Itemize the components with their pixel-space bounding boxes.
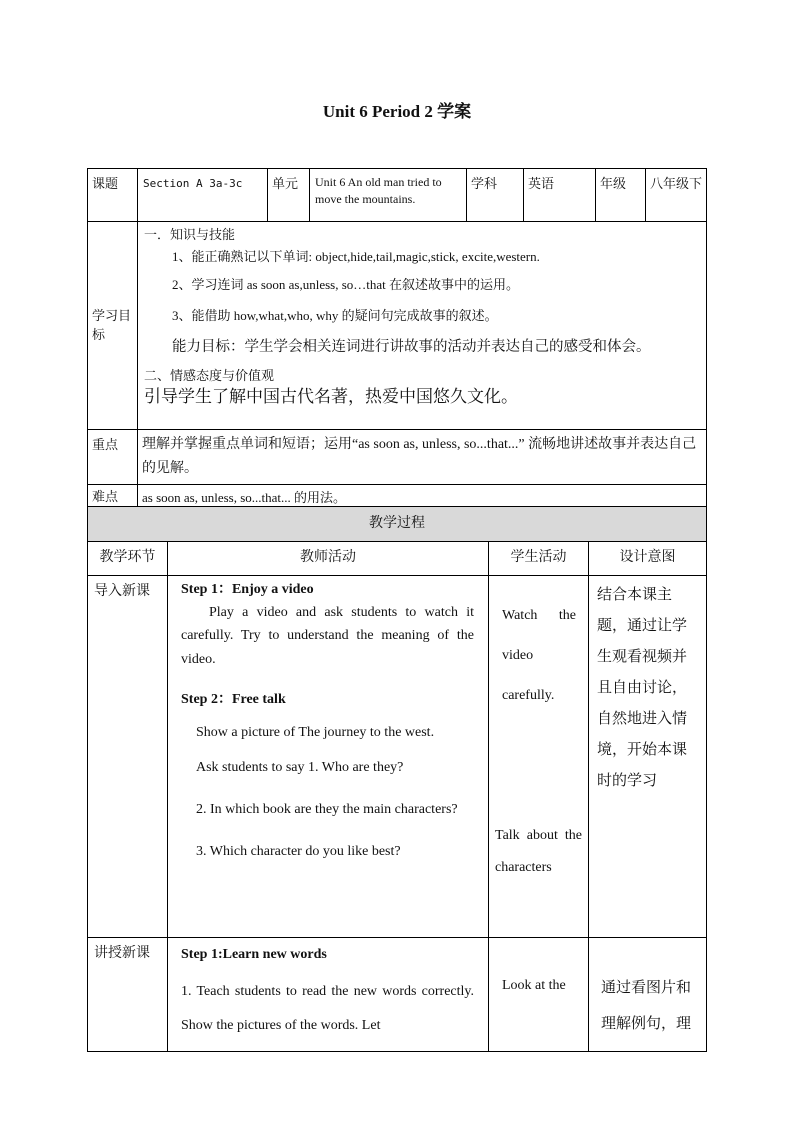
student-activity-intro <box>489 575 589 937</box>
header-student: 学生活动 <box>489 542 589 575</box>
step2-line4: 3. Which character do you like best? <box>196 844 401 860</box>
student-activity-watch: Watch the video carefully. <box>502 607 576 703</box>
ability-objective: 能力目标：学生学会相关连词进行讲故事的活动并表达自己的感受和体会。 <box>172 338 651 355</box>
header-phase: 教学环节 <box>88 542 168 575</box>
emotion-objective: 引导学生了解中国古代名著，热爱中国悠久文化。 <box>144 386 518 406</box>
process-title: 教学过程 <box>88 507 707 542</box>
new-step1-title: Step 1:Learn new words <box>181 946 327 962</box>
grade-value: 八年级下 <box>646 169 707 222</box>
objectives-cell <box>138 222 707 430</box>
key-points-text: 理解并掌握重点单词和短语；运用“as soon as, unless, so...that...” 流畅地讲述故事并表达自己的见解。 <box>138 430 707 485</box>
new-step1-text: 1. Teach students to read the new words correctly. Show the pictures of the words. Let <box>181 983 474 1033</box>
knowledge-title: 一．知识与技能 <box>144 227 236 242</box>
grade-label: 年级 <box>596 169 646 222</box>
phase-intro: 导入新课 <box>88 575 168 937</box>
design-intent-new: 通过看图片和理解例句，理 <box>589 937 707 1051</box>
step1-title: Step 1：Enjoy a video <box>181 581 314 597</box>
step2-line2: Ask students to say 1. Who are they? <box>196 760 404 776</box>
objective-item-1: 1、能正确熟记以下单词: object,hide,tail,magic,stick, excite,western. <box>172 248 540 264</box>
course-value: Section A 3a-3c <box>138 169 268 222</box>
unit-label: 单元 <box>268 169 310 222</box>
objective-item-2: 2、学习连词 as soon as,unless, so…that 在叙述故事中的运用。 <box>172 276 520 292</box>
page-title: Unit 6 Period 2 学案 <box>322 102 472 121</box>
objectives-label: 学习目标 <box>88 222 138 430</box>
student-activity-talk: Talk about the characters <box>495 827 582 875</box>
student-activity-look: Look at the <box>489 937 589 1051</box>
step2-line3: 2. In which book are they the main characters? <box>196 802 458 818</box>
difficulty-text: as soon as, unless, so...that... 的用法。 <box>138 485 707 513</box>
header-design: 设计意图 <box>589 542 707 575</box>
step1-text: Play a video and ask students to watch it carefully. Try to understand the meaning of the video. <box>181 604 474 667</box>
subject-label: 学科 <box>467 169 524 222</box>
step2-title: Step 2：Free talk <box>181 692 286 708</box>
difficulty-label: 难点 <box>88 485 138 513</box>
emotion-title: 二、情感态度与价值观 <box>144 367 275 383</box>
course-label: 课题 <box>88 169 138 222</box>
subject-value: 英语 <box>524 169 596 222</box>
info-table <box>87 168 707 513</box>
header-teacher: 教师活动 <box>168 542 489 575</box>
process-table <box>87 506 707 1052</box>
phase-new-lesson: 讲授新课 <box>88 937 168 1051</box>
key-points-label: 重点 <box>88 430 138 485</box>
step2-line1: Show a picture of The journey to the west. <box>196 725 435 741</box>
design-intent-intro: 结合本课主题，通过让学生观看视频并且自由讨论，自然地进入情境，开始本课时的学习 <box>589 575 707 937</box>
teacher-activity-intro <box>168 575 489 937</box>
objective-item-3: 3、能借助 how,what,who, why 的疑问句完成故事的叙述。 <box>172 307 498 323</box>
unit-value: Unit 6 An old man tried to move the mountains. <box>310 169 467 222</box>
teacher-activity-new <box>168 937 489 1051</box>
